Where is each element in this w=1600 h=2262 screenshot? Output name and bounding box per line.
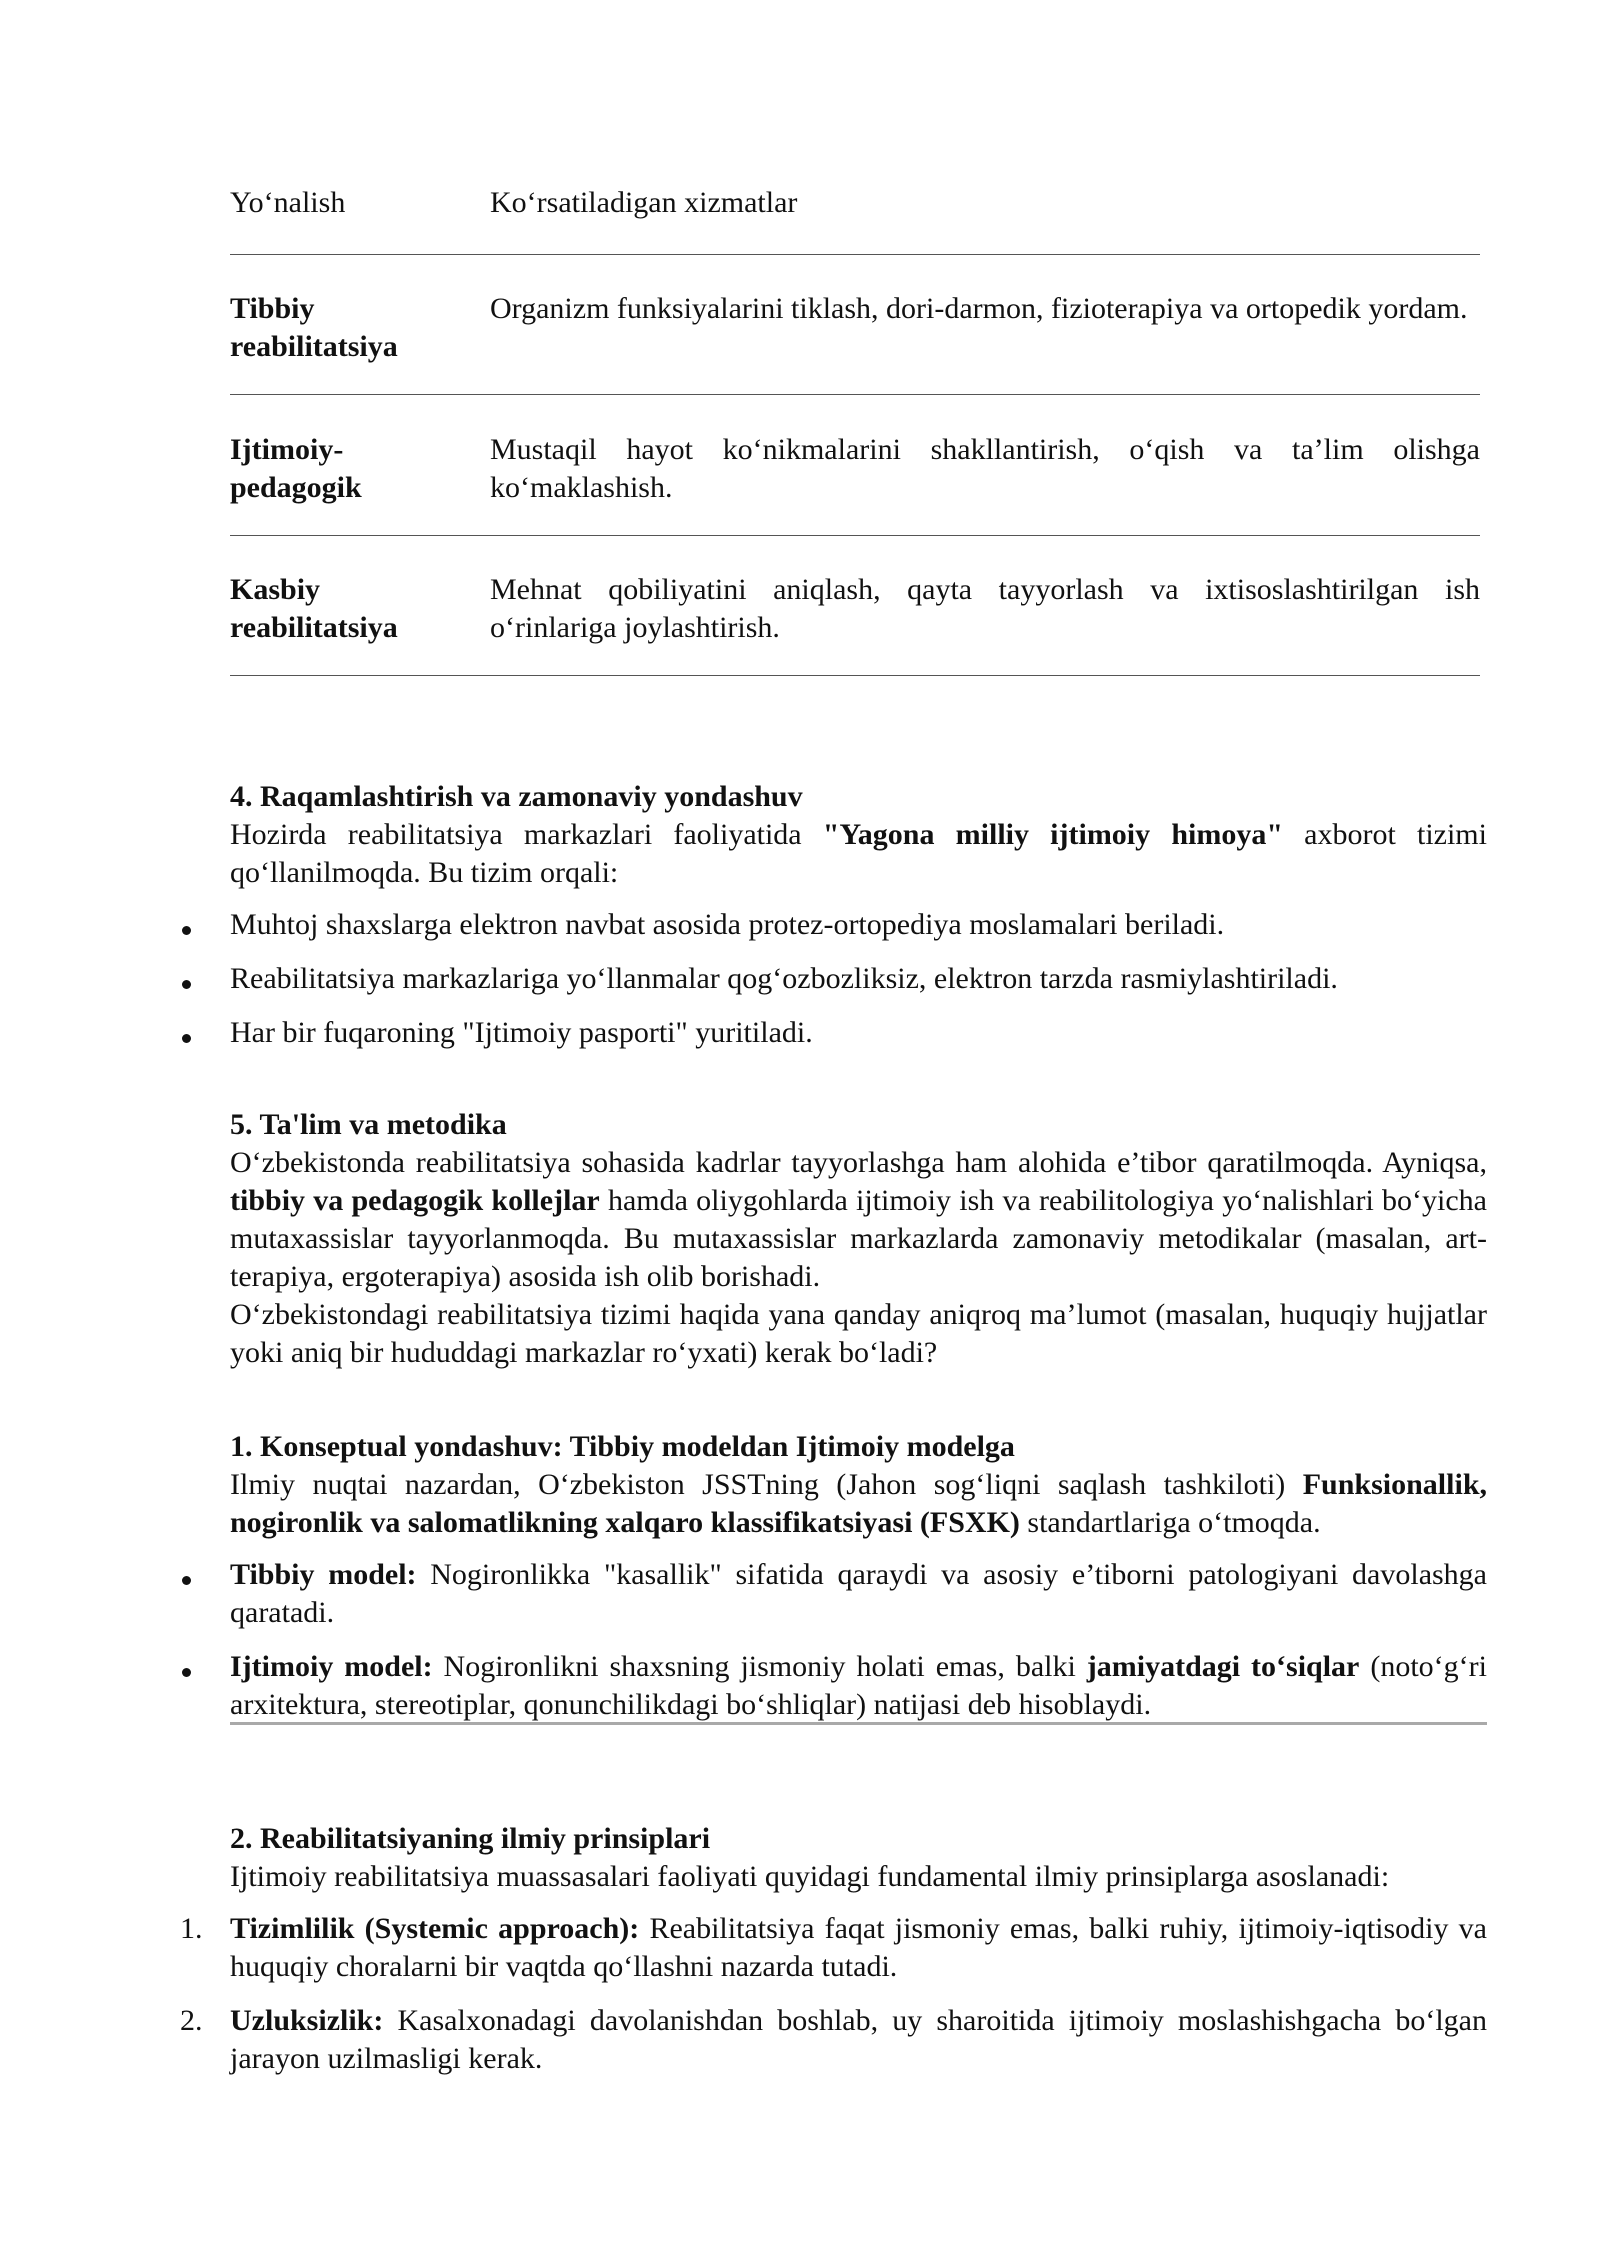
- list-item: Ijtimoiy model: Nogironlikni shaxsning jismoniy holati emas, balki jamiyatdagi to‘siqlar (noto‘g‘ri arxitektura, stereotiplar, qonunchilikdagi bo‘shliqlar) natijasi deb hisoblaydi.: [230, 1650, 1487, 1721]
- section-heading: 1. Konseptual yondashuv: Tibbiy modeldan Ijtimoiy modelga: [230, 1430, 1015, 1463]
- list-item: Reabilitatsiya markazlariga yo‘llanmalar qog‘ozbozliksiz, elektron tarzda rasmiylashtiriladi.: [230, 962, 1338, 995]
- section-heading: 5. Ta'lim va metodika: [230, 1108, 507, 1141]
- list-item: Tizimlilik (Systemic approach): Reabilitatsiya faqat jismoniy emas, balki ruhiy, ijtimoiy-iqtisodiy va huquqiy choralarni bir vaqtda qo‘llashni nazarda tutadi.: [230, 1912, 1488, 1983]
- bullet-dot: [182, 1034, 191, 1043]
- bullet-dot: [182, 1668, 191, 1677]
- list-number: 1.: [180, 1912, 203, 1945]
- list-number: 2.: [180, 2004, 203, 2037]
- row-direction-line2: reabilitatsiya: [230, 330, 398, 363]
- row-direction-line1: Ijtimoiy-: [230, 433, 344, 466]
- row-direction-line2: reabilitatsiya: [230, 611, 398, 644]
- section-paragraph: O‘zbekistonda reabilitatsiya sohasida kadrlar tayyorlashga ham alohida e’tibor qaratilmoqda. Ayniqsa, tibbiy va pedagogik kollejlar hamda oliygohlarda ijtimoiy ish va reabilitologiya yo‘nalishlari bo‘yicha mutaxassislar tayyorlanmoqda. Bu mutaxassislar markazlarda zamonaviy metodikalar (masalan, art-terapiya, ergoterapiya) asosida ish olib borishadi.: [230, 1146, 1487, 1293]
- table-divider: [230, 394, 1480, 395]
- row-services: Mehnat qobiliyatini aniqlash, qayta tayyorlash va ixtisoslashtirilgan ish o‘rinlariga joylashtirish.: [490, 573, 1480, 644]
- table-divider: [230, 535, 1480, 536]
- row-direction-line1: Tibbiy: [230, 292, 315, 325]
- list-item: Muhtoj shaxslarga elektron navbat asosida protez-ortopediya moslamalari beriladi.: [230, 908, 1225, 941]
- section-intro: Ijtimoiy reabilitatsiya muassasalari faoliyati quyidagi fundamental ilmiy prinsiplarga asoslanadi:: [230, 1860, 1390, 1893]
- table-header-services: Ko‘rsatiladigan xizmatlar: [490, 186, 798, 219]
- list-item: Tibbiy model: Nogironlikka "kasallik" sifatida qaraydi va asosiy e’tiborni patologiyani davolashga qaratadi.: [230, 1558, 1487, 1629]
- bullet-dot: [182, 926, 191, 935]
- table-divider: [230, 675, 1480, 676]
- section-intro: Ilmiy nuqtai nazardan, O‘zbekiston JSSTning (Jahon sog‘liqni saqlash tashkiloti) Funksionallik, nogironlik va salomatlikning xalqaro klassifikatsiyasi (FSXK) standartlariga o‘tmoqda.: [230, 1468, 1487, 1539]
- section-end-rule: [230, 1722, 1487, 1725]
- bullet-dot: [182, 1576, 191, 1585]
- section-paragraph: O‘zbekistondagi reabilitatsiya tizimi haqida yana qanday aniqroq ma’lumot (masalan, huquqiy hujjatlar yoki aniq bir hududdagi markazlar ro‘yxati) kerak bo‘ladi?: [230, 1298, 1487, 1369]
- list-item: Uzluksizlik: Kasalxonadagi davolanishdan boshlab, uy sharoitida ijtimoiy moslashishgacha bo‘lgan jarayon uzilmasligi kerak.: [230, 2004, 1487, 2075]
- section-intro: Hozirda reabilitatsiya markazlari faoliyatida "Yagona milliy ijtimoiy himoya" axborot tizimi qo‘llanilmoqda. Bu tizim orqali:: [230, 818, 1487, 889]
- bullet-dot: [182, 980, 191, 989]
- list-item: Har bir fuqaroning "Ijtimoiy pasporti" yuritiladi.: [230, 1016, 813, 1049]
- row-services: Organizm funksiyalarini tiklash, dori-darmon, fizioterapiya va ortopedik yordam.: [490, 292, 1468, 325]
- section-heading: 4. Raqamlashtirish va zamonaviy yondashuv: [230, 780, 803, 813]
- row-direction-line2: pedagogik: [230, 471, 362, 504]
- table-divider: [230, 254, 1480, 255]
- table-header-direction: Yo‘nalish: [230, 186, 346, 219]
- row-direction-line1: Kasbiy: [230, 573, 321, 606]
- section-heading: 2. Reabilitatsiyaning ilmiy prinsiplari: [230, 1822, 711, 1855]
- row-services: Mustaqil hayot ko‘nikmalarini shakllantirish, o‘qish va ta’lim olishga ko‘maklashish.: [490, 433, 1480, 504]
